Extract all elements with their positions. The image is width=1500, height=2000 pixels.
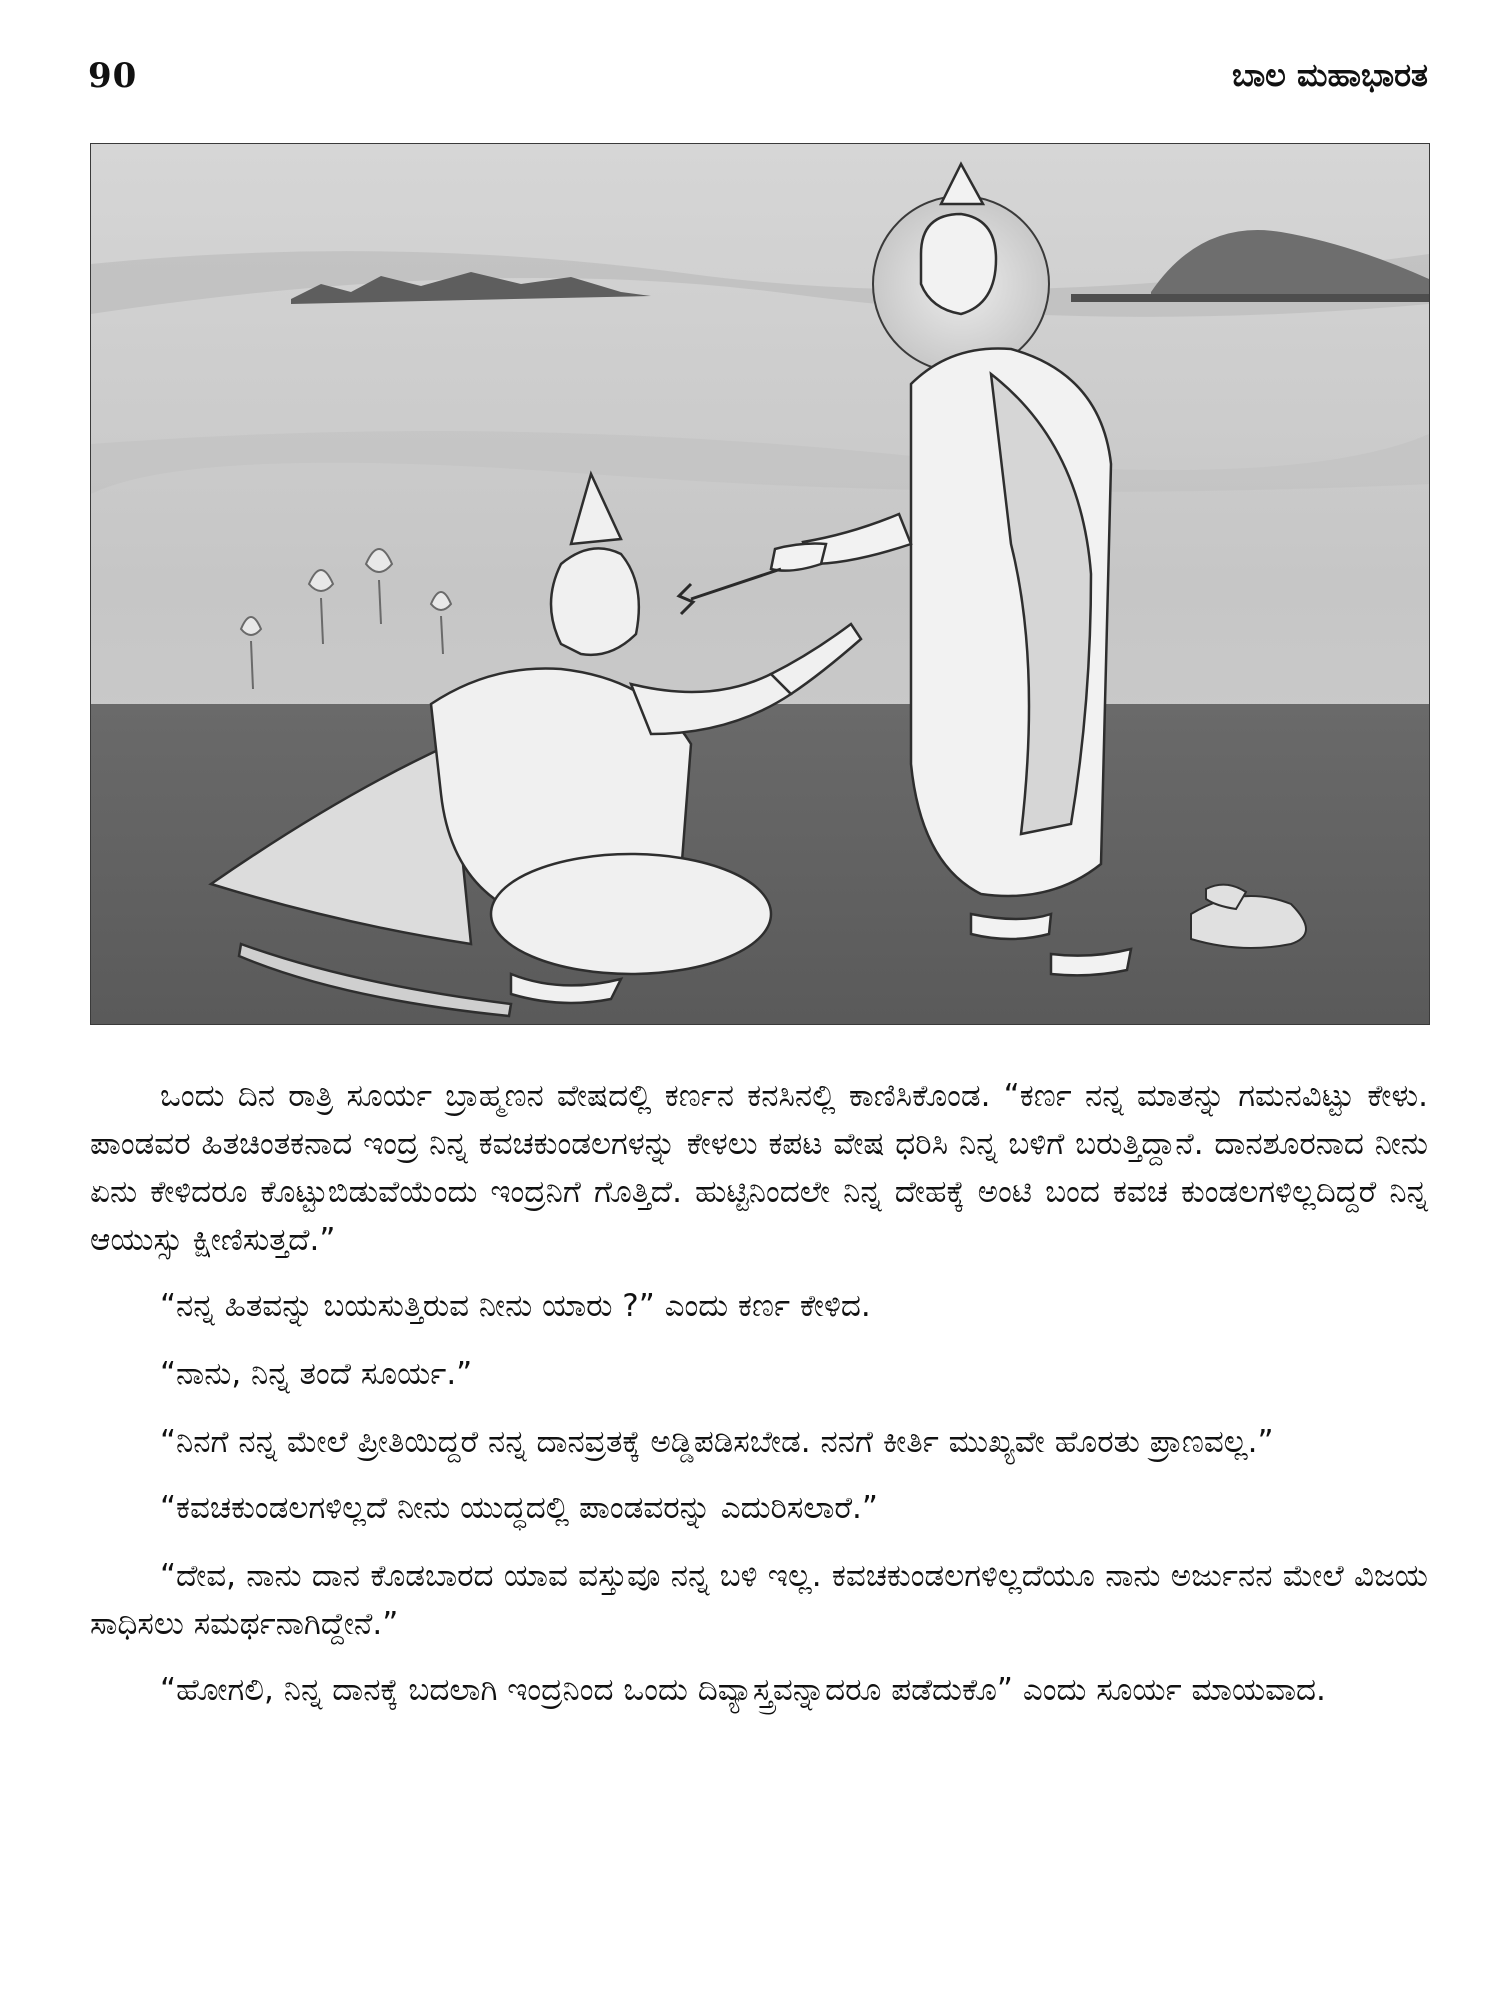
paragraph: ಒಂದು ದಿನ ರಾತ್ರಿ ಸೂರ್ಯ ಬ್ರಾಹ್ಮಣನ ವೇಷದಲ್ಲಿ ಕರ್ಣನ ಕನಸಿನಲ್ಲಿ ಕಾಣಿಸಿಕೊಂಡ. “ಕರ್ಣ ನನ್ನ ಮಾತನ್ನು ಗಮನವಿಟ್ಟು ಕೇಳು. ಪಾಂಡವರ ಹಿತಚಿಂತಕನಾದ ಇಂದ್ರ ನಿನ್ನ ಕವಚಕುಂಡಲಗಳನ್ನು ಕೇಳಲು ಕಪಟ ವೇಷ ಧರಿಸಿ ನಿನ್ನ ಬಳಿಗೆ ಬರುತ್ತಿದ್ದಾನೆ. ದಾನಶೂರನಾದ ನೀನು ಏನು ಕೇಳಿದರೂ ಕೊಟ್ಟುಬಿಡುವೆಯೆಂದು ಇಂದ್ರನಿಗೆ ಗೊತ್ತಿದೆ. ಹುಟ್ಟಿನಿಂದಲೇ ನಿನ್ನ ದೇಹಕ್ಕೆ ಅಂಟಿ ಬಂದ ಕವಚ ಕುಂಡಲಗಳಿಲ್ಲದಿದ್ದರೆ ನಿನ್ನ ಆಯುಸ್ಸು ಕ್ಷೀಣಿಸುತ್ತದೆ.” <box>90 1078 1428 1258</box>
paragraph: “ನಾನು, ನಿನ್ನ ತಂದೆ ಸೂರ್ಯ.” <box>160 1356 473 1392</box>
paragraph: “ನಿನಗೆ ನನ್ನ ಮೇಲೆ ಪ್ರೀತಿಯಿದ್ದರೆ ನನ್ನ ದಾನವ್ರತಕ್ಕೆ ಅಡ್ಡಿಪಡಿಸಬೇಡ. ನನಗೆ ಕೀರ್ತಿ ಮುಖ್ಯವೇ ಹೊರತು ಪ್ರಾಣವಲ್ಲ.” <box>160 1424 1274 1460</box>
paragraph: “ದೇವ, ನಾನು ದಾನ ಕೊಡಬಾರದ ಯಾವ ವಸ್ತುವೂ ನನ್ನ ಬಳಿ ಇಲ್ಲ. ಕವಚಕುಂಡಲಗಳಿಲ್ಲದೆಯೂ ನಾನು ಅರ್ಜುನನ ಮೇಲೆ ವಿಜಯ ಸಾಧಿಸಲು ಸಮರ್ಥನಾಗಿದ್ದೇನೆ.” <box>90 1558 1428 1642</box>
paragraph: “ಹೋಗಲಿ, ನಿನ್ನ ದಾನಕ್ಕೆ ಬದಲಾಗಿ ಇಂದ್ರನಿಂದ ಒಂದು ದಿವ್ಯಾಸ್ತ್ರವನ್ನಾದರೂ ಪಡೆದುಕೊ” ಎಂದು ಸೂರ್ಯ ಮಾಯವಾದ. <box>160 1672 1326 1708</box>
page-number: 90 <box>88 56 138 96</box>
book-title: ಬಾಲ ಮಹಾಭಾರತ <box>1232 56 1428 94</box>
paragraph: “ಕವಚಕುಂಡಲಗಳಿಲ್ಲದೆ ನೀನು ಯುದ್ಧದಲ್ಲಿ ಪಾಂಡವರನ್ನು ಎದುರಿಸಲಾರೆ.” <box>160 1490 878 1526</box>
paragraph: “ನನ್ನ ಹಿತವನ್ನು ಬಯಸುತ್ತಿರುವ ನೀನು ಯಾರು ?” ಎಂದು ಕರ್ಣ ಕೇಳಿದ. <box>160 1288 871 1324</box>
body-text <box>90 1072 1428 1732</box>
page-header <box>88 52 1428 102</box>
illustration-image <box>90 143 1430 1025</box>
